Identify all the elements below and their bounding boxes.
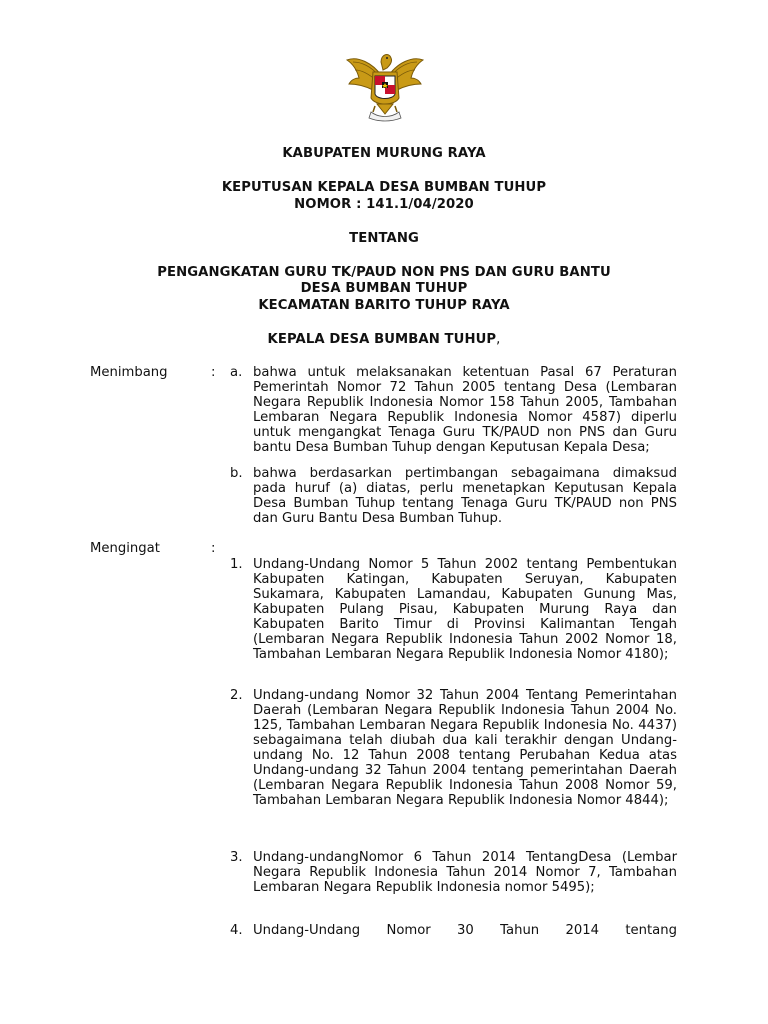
item-marker: 1. [230,557,243,572]
item-text: bahwa berdasarkan pertimbangan sebagaimana dimaksud pada huruf (a) diatas, perlu menetapkan Keputusan Kepala Desa Bumban Tuhup tentang Tenaga Guru TK/PAUD non PNS dan Guru Bantu Desa Bumban Tuhup. [253,466,677,526]
item-marker: 4. [230,923,243,938]
menimbang-item-a [230,365,677,455]
item-marker: 2. [230,688,243,703]
official-suffix: , [496,332,501,347]
item-marker: b. [230,466,243,481]
item-marker: 3. [230,850,243,865]
mengingat-label: Mengingat [90,541,160,556]
menimbang-label: Menimbang [90,365,168,380]
item-text: Undang-Undang Nomor 30 Tahun 2014 tentang [253,923,677,938]
official-name: KEPALA DESA BUMBAN TUHUP [267,332,497,347]
subject-line-3: KECAMATAN BARITO TUHUP RAYA [258,298,510,313]
subject-line-1: PENGANGKATAN GURU TK/PAUD NON PNS DAN GURU BANTU [157,265,611,280]
mengingat-colon: : [211,541,216,556]
item-text: Undang-undangNomor 6 Tahun 2014 TentangDesa (Lembar Negara Republik Indonesia Tahun 2014 Nomor 7, Tambahan Lembaran Negara Republik Indonesia nomor 5495); [253,850,677,895]
mengingat-item-4 [230,923,677,938]
official-heading [0,331,768,348]
item-marker: a. [230,365,243,380]
item-text: Undang-undang Nomor 32 Tahun 2004 Tentang Pemerintahan Daerah (Lembaran Negara Republik Indonesia Tahun 2004 No. 125, Tambahan Lembaran Negara Republik Indonesia No. 4437) sebagaimana telah diubah dua kali terakhir dengan Undang-undang No. 12 Tahun 2008 tentang Perubahan Kedua atas Undang-undang 32 Tahun 2004 tentang pemerintahan Daerah (Lembaran Negara Republik Indonesia Tahun 2008 Nomor 59, Tambahan Lembaran Negara Republik Indonesia Nomor 4844); [253,688,677,808]
mengingat-item-2 [230,688,677,808]
item-text: bahwa untuk melaksanakan ketentuan Pasal 67 Peraturan Pemerintah Nomor 72 Tahun 2005 tentang Desa (Lembaran Negara Republik Indonesia Nomor 158 Tahun 2005, Tambahan Lembaran Negara Republik Indonesia Nomor 4587) diperlu untuk mengangkat Tenaga Guru TK/PAUD non PNS dan Guru bantu Desa Bumban Tuhup dengan Keputusan Kepala Desa; [253,365,677,455]
subject-line-2: DESA BUMBAN TUHUP [300,281,468,296]
menimbang-item-b [230,466,677,526]
mengingat-item-1 [230,557,677,662]
garuda-emblem-icon [343,48,427,124]
about-heading: TENTANG [349,231,419,246]
mengingat-item-3 [230,850,677,895]
decree-title: KEPUTUSAN KEPALA DESA BUMBAN TUHUP [221,180,547,195]
item-text: Undang-Undang Nomor 5 Tahun 2002 tentang Pembentukan Kabupaten Katingan, Kabupaten Seruyan, Kabupaten Sukamara, Kabupaten Lamandau, Kabupaten Gunung Mas, Kabupaten Pulang Pisau, Kabupaten Murung Raya dan Kabupaten Barito Timur di Provinsi Kalimantan Tengah (Lembaran Negara Republik Indonesia Tahun 2002 Nomor 18, Tambahan Lembaran Negara Republik Indonesia Nomor 4180); [253,557,677,662]
regency-heading: KABUPATEN MURUNG RAYA [282,146,486,161]
decree-number: NOMOR : 141.1/04/2020 [294,197,474,212]
menimbang-colon: : [211,365,216,380]
